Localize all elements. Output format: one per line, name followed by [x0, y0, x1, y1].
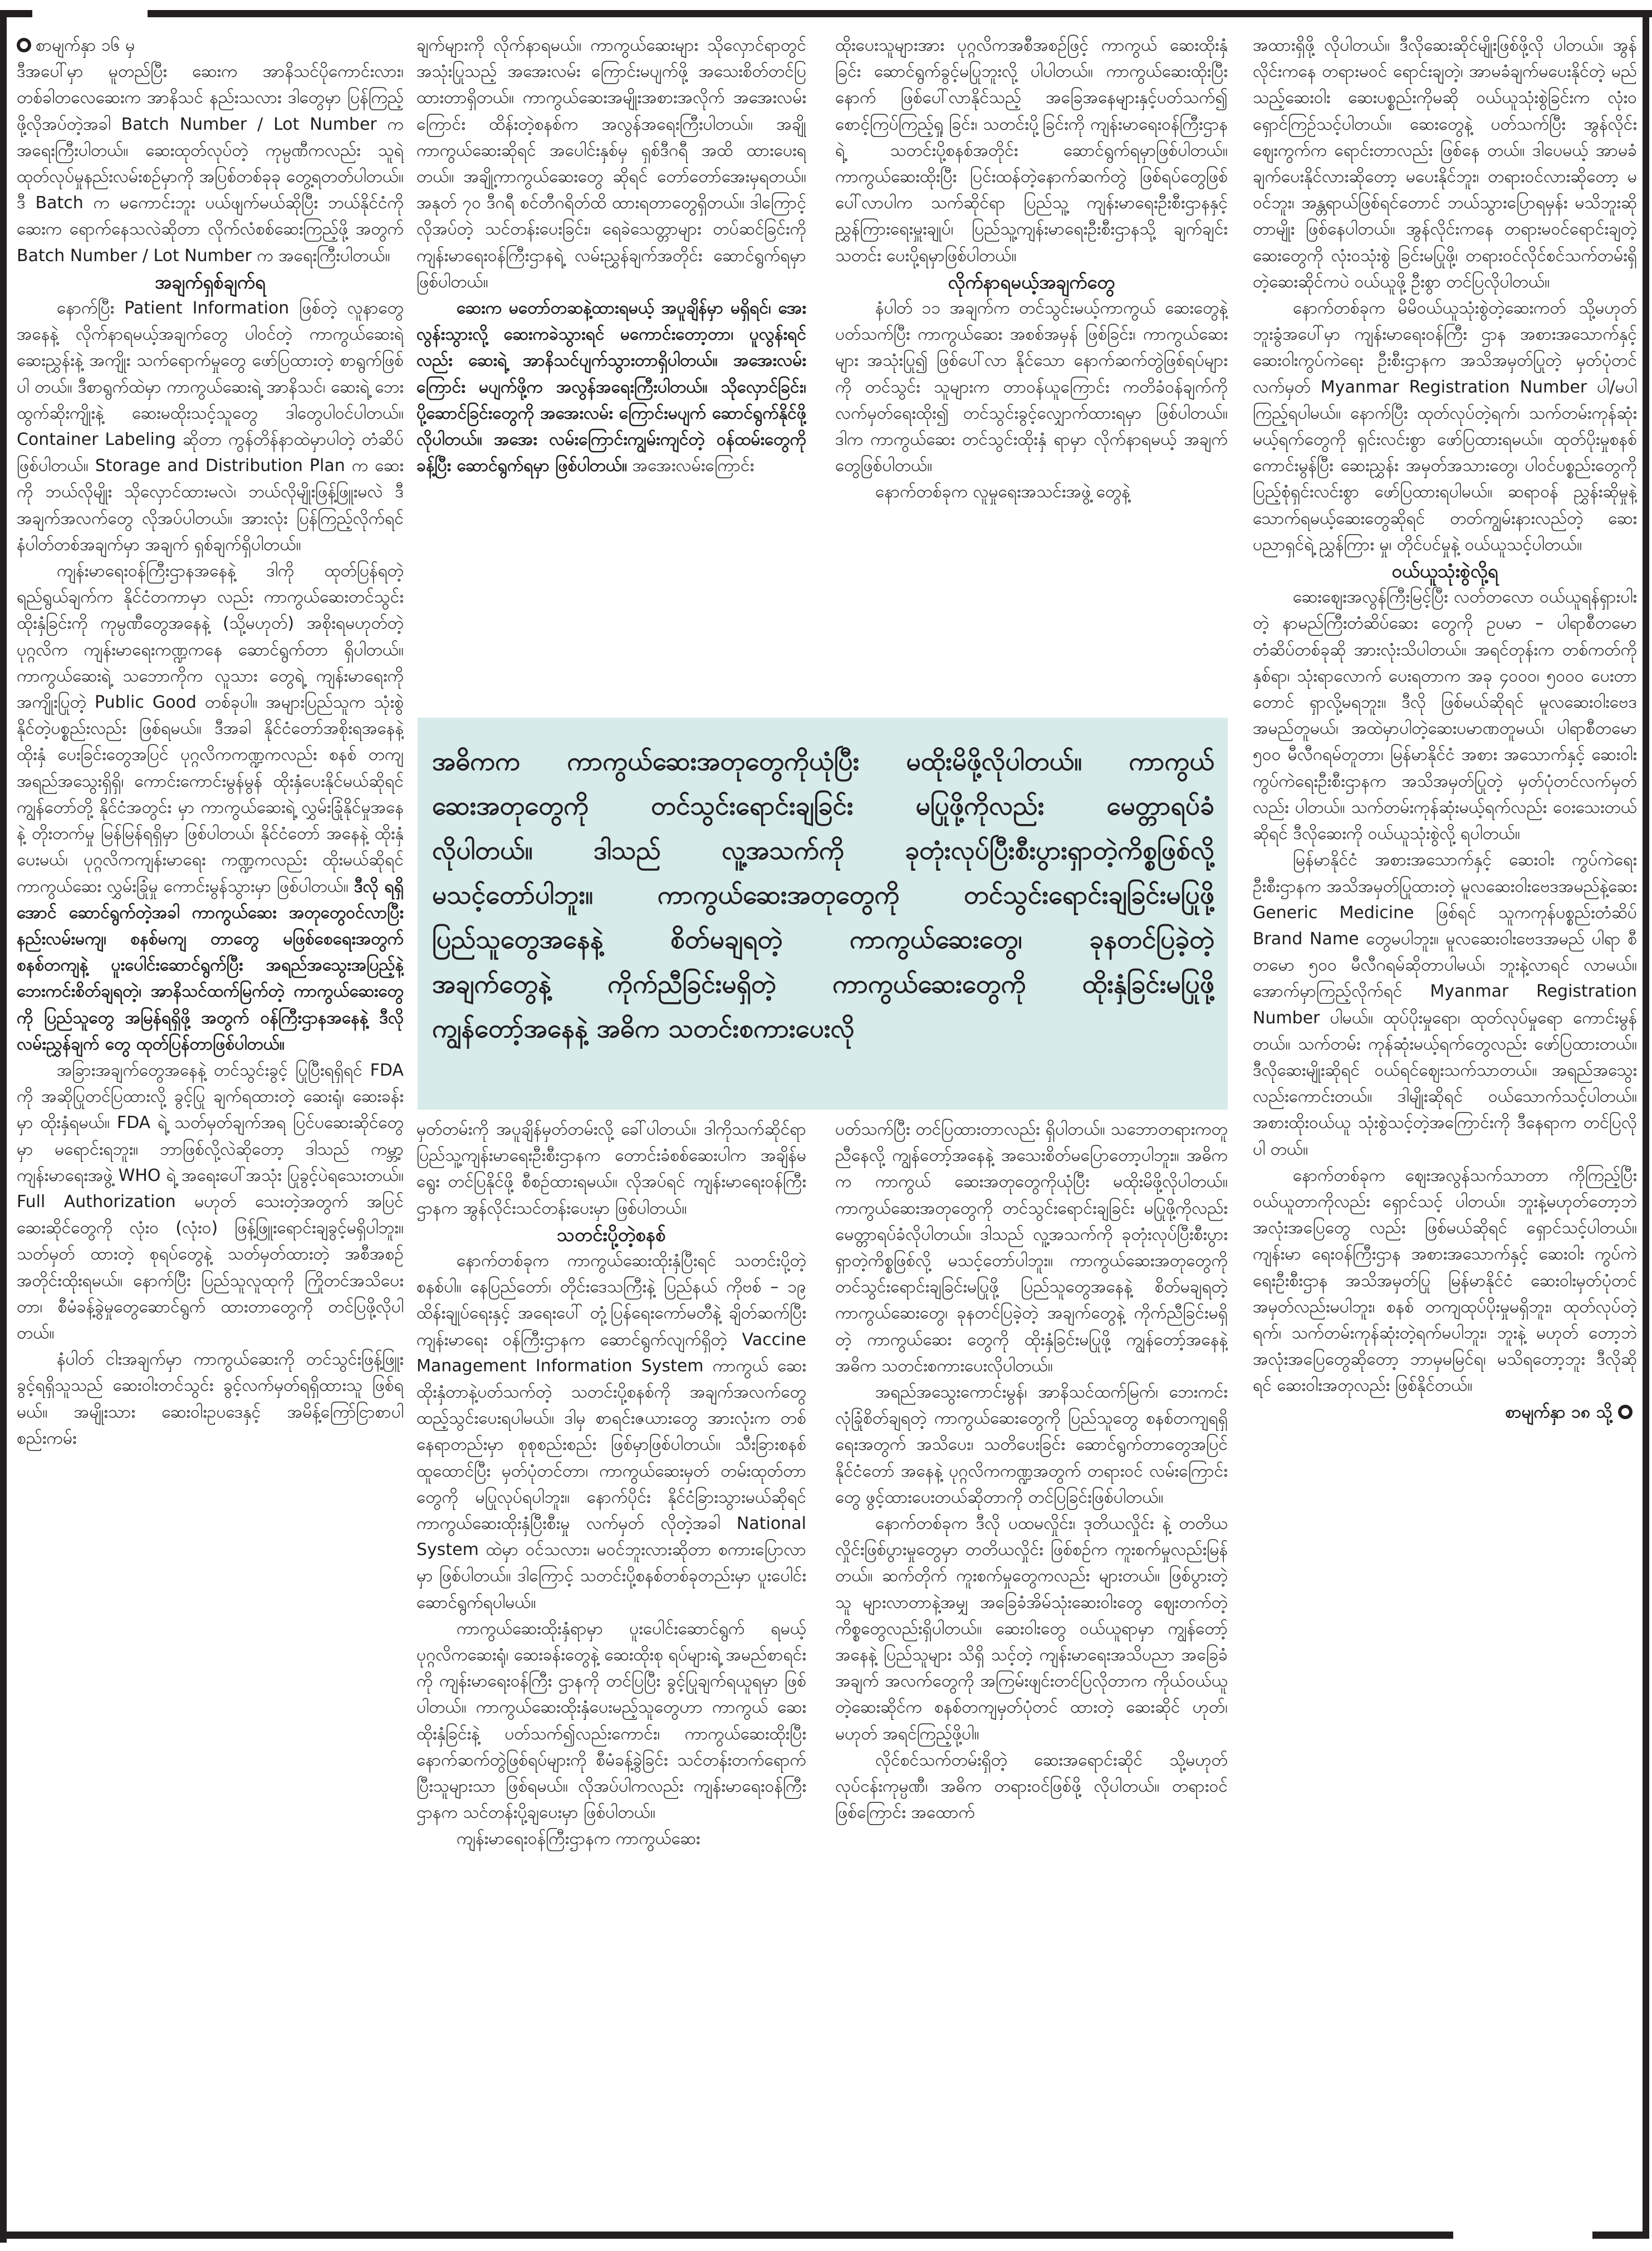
- frame-border-left: [0, 10, 7, 2243]
- paragraph: နံပါတ် ၁၁ အချက်က တင်သွင်းမယ့်ကာကွယ် ဆေးတွေနဲ့ပတ်သက်ပြီး ကာကွယ်ဆေး အစစ်အမှန် ဖြစ်ခြင်း၊ ကာကွယ်ဆေးများ အသုံးပြု၍ ဖြစ်ပေါ်လာ နိုင်သော နောက်ဆက်တွဲဖြစ်ရပ်များကို တင်သွင်း သူများက တာဝန်ယူကြောင်း ကတိခံဝန်ချက်ကို လက်မှတ်ရေးထိုး၍ တင်သွင်းခွင့်လျှောက်ထားရမှာ ဖြစ်ပါတယ်။ ဒါက ကာကွယ်ဆေး တင်သွင်းထိုးနှံ ရာမှာ လိုက်နာရမယ့် အချက်တွေဖြစ်ပါတယ်။: [835, 298, 1228, 476]
- section-heading: ဝယ်ယူသုံးစွဲလို့ရ: [1391, 560, 1498, 582]
- paragraph: အခြားအချက်တွေအနေနဲ့ တင်သွင်းခွင့် ပြုပြီးရရှိရင် FDA ကို အဆိုပြုတင်ပြထားလို့ ခွင့်ပြု ချက်ရထားတဲ့ ဆေးရုံ၊ ဆေးခန်းမှာ ထိုးနှံရမယ်။ FDA ရဲ့ သတ်မှတ်ချက်အရ ပြင်ပဆေးဆိုင်တွေမှာ မရောင်းရဘူး။ ဘာဖြစ်လို့လဲဆိုတော့ ဒါသည် ကမ္ဘာ့ကျန်းမာရေးအဖွဲ့ WHO ရဲ့ အရေးပေါ်အသုံး ပြုခွင့်ပဲရသေးတယ်။ Full Authorization မဟုတ် သေးတဲ့အတွက် အပြင်ဆေးဆိုင်တွေကို လုံးဝ (လုံးဝ) ဖြန့်ဖြူးရောင်းချခွင့်မရှိပါဘူး။ သတ်မှတ် ထားတဲ့ စုရပ်တွေနဲ့ သတ်မှတ်ထားတဲ့ အစီအစဉ် အတိုင်းထိုးရမယ်။ နောက်ပြီး ပြည်သူလူထုကို ကြိုတင်အသိပေးတာ၊ စီမံခန့်ခွဲမှုတွေဆောင်ရွက် ထားတာတွေကို တင်ပြဖို့လိုပါတယ်။: [17, 1060, 404, 1343]
- paragraph: မြန်မာနိုင်ငံ အစားအသောက်နှင့် ဆေးဝါး ကွပ်ကဲရေးဦးစီးဌာနက အသိအမှတ်ပြုထားတဲ့ မူလဆေးဝါးဗေဒအမည်နဲ့ဆေး Generic Medicine ဖြစ်ရင် သူကကုန်ပစ္စည်းတံဆိပ် Brand Name တွေမပါဘူး။ မူလဆေးဝါးဗေဒအမည် ပါရာ စီတမော ၅၀၀ မီလီဂရမ်ဆိုတာပါမယ်၊ ဘူးနဲ့လာရင် လာမယ်။ အောက်မှာကြည့်လိုက်ရင် Myanmar Registration Number ပါမယ်။ ထုပ်ပိုးမှုရော၊ ထုတ်လုပ်မှုရော ကောင်းမွန်တယ်။ သက်တမ်း ကုန်ဆုံးမယ့်ရက်တွေလည်း ဖော်ပြထားတယ်။ ဒီလိုဆေးမျိုးဆိုရင် ဝယ်ရင်ဈေးသက်သာတယ်။ အရည်အသွေးလည်းကောင်းတယ်။ ဒါမျိုးဆိုရင် ဝယ်သောက်သင့်ပါတယ်။ အစားထိုးဝယ်ယူ သုံးစွဲသင့်တဲ့အကြောင်းကို ဒီနေရာက တင်ပြလိုပါ တယ်။: [1253, 850, 1637, 1159]
- continued-from-line: [17, 32, 404, 58]
- pull-quote-line: လိုပါတယ်။ ဒါသည် လူ့အသက်ကို ခုတုံးလုပ်ပြီးစီးပွားရှာတဲ့ကိစ္စဖြစ်လို့: [432, 835, 1214, 865]
- paragraph: နောက်ပြီး Patient Information ဖြစ်တဲ့ လူနာတွေအနေနဲ့ လိုက်နာရမယ့်အချက်တွေ ပါဝင်တဲ့ ကာကွယ်ဆေးရဲ့ ဆေးညွှန်းနဲ့ အကျိုး သက်ရောက်မှုတွေ ဖော်ပြထားတဲ့ စာရွက်ဖြစ်ပါ တယ်။ ဒီစာရွက်ထဲမှာ ကာကွယ်ဆေးရဲ့ အာနိသင်၊ ဆေးရဲ့ ဘေးထွက်ဆိုးကျိုးနဲ့ ဆေးမထိုးသင့်သူတွေ ဒါတွေပါဝင်ပါတယ်။ Container Labeling ဆိုတာ ကွန်တိန်နာထဲမှာပါတဲ့ တံဆိပ်ဖြစ်ပါတယ်။ Storage and Distribution Plan က ဆေးကို ဘယ်လိုမျိုး သိုလှောင်ထားမလဲ၊ ဘယ်လိုမျိုးဖြန့်ဖြူးမလဲ ဒီအချက်အလက်တွေ လိုအပ်ပါတယ်။ အားလုံး ပြန်ကြည့်လိုက်ရင် နံပါတ်တစ်အချက်မှာ အချက် ရှစ်ချက်ရှိပါတယ်။: [17, 298, 404, 555]
- paragraph-bold-text: ဒီလို ရရှိအောင် ဆောင်ရွက်တဲ့အခါ ကာကွယ်ဆေး အတုတွေဝင်လာပြီး နည်းလမ်းမကျ၊ စနစ်မကျ တာတွေ မဖြစ်စေရေးအတွက် စနစ်တကျနဲ့ ပူးပေါင်းဆောင်ရွက်ပြီး အရည်အသွေးအပြည့်နဲ့ ဘေးကင်းစိတ်ချရတဲ့၊ အာနိသင်ထက်မြက်တဲ့ ကာကွယ်ဆေးတွေကို ပြည်သူတွေ အမြန်ရရှိဖို့ အတွက် ဝန်ကြီးဌာနအနေနဲ့ ဒီလိုလမ်းညွှန်ချက် တွေ ထုတ်ပြန်တာဖြစ်ပါတယ်။: [17, 876, 404, 1054]
- paragraph: [416, 295, 806, 479]
- paragraph: လိုင်စင်သက်တမ်းရှိတဲ့ ဆေးအရောင်းဆိုင် သို့မဟုတ် လုပ်ငန်းကုမ္ပဏီ၊ အဓိက တရားဝင်ဖြစ်ဖို့ လိုပါတယ်။ တရားဝင်ဖြစ်ကြောင်း အထောက်: [835, 1750, 1228, 1823]
- pull-quote-line: ကျွန်တော့်အနေနဲ့ အဓိက သတင်းစကားပေးလို: [432, 1013, 855, 1043]
- article-column-2-bottom: [416, 1116, 806, 2224]
- paragraph: ချက်များကို လိုက်နာရမယ်။ ကာကွယ်ဆေးများ သိုလှောင်ရာတွင် အသုံးပြုသည့် အအေးလမ်း ကြောင်းမပျက်ဖို့ အသေးစိတ်တင်ပြထားတာရှိတယ်။ ကာကွယ်ဆေးအမျိုးအစားအလိုက် အအေးလမ်း ကြောင်း ထိန်းတဲ့စနစ်က အလွန်အရေးကြီးပါတယ်။ အချို့ ကာကွယ်ဆေးဆိုရင် အပေါင်းနှစ်မှ ရှစ်ဒီဂရီ အထိ ထားပေးရတယ်။ အချို့ကာကွယ်ဆေးတွေ ဆိုရင် တော်တော်အေးမှရတယ်။ အနုတ် ၇၀ ဒီဂရီ စင်တီဂရိတ်ထိ ထားရတာတွေရှိတယ်။ ဒါကြောင့် လိုအပ်တဲ့ သင်တန်းပေးခြင်း၊ ရေခဲသေတ္တာများ တပ်ဆင်ခြင်းကို ကျန်းမာရေးဝန်ကြီးဌာနရဲ့ လမ်းညွှန်ချက်အတိုင်း ဆောင်ရွက်ရမှာဖြစ်ပါတယ်။: [416, 36, 806, 292]
- continued-from-label: စာမျက်နှာ ၁၆ မှ: [36, 36, 135, 55]
- frame-border-bottom: [0, 2232, 1453, 2239]
- frame-border-right: [1643, 10, 1649, 2234]
- paragraph: မှတ်တမ်းကို အပူချိန်မှတ်တမ်းလို့ ခေါ်ပါတယ်။ ဒါကိုသက်ဆိုင်ရာ ပြည်သူ့ကျန်းမာရေးဦးစီးဌာနက တောင်းခံစစ်ဆေးပါက အချိန်မရွေး တင်ပြနိုင်ဖို့ စီစဉ်ထားရမယ်။ လိုအပ်ရင် ကျန်းမာရေးဝန်ကြီး ဌာနက အွန်လိုင်းသင်တန်းပေးမှာ ဖြစ်ပါတယ်။: [416, 1120, 806, 1218]
- paragraph: [17, 558, 404, 1057]
- paragraph: အရည်အသွေးကောင်းမွန်၊ အာနိသင်ထက်မြက်၊ ဘေးကင်းလုံခြုံစိတ်ချရတဲ့ ကာကွယ်ဆေးတွေကို ပြည်သူတွေ စနစ်တကျရရှိရေးအတွက် အသိပေး၊ သတိပေးခြင်း ဆောင်ရွက်တာတွေအပြင် နိုင်ငံတော် အနေနဲ့ ပုဂ္ဂလိကကဏ္ဍအတွက် တရားဝင် လမ်းကြောင်းတွေ ဖွင့်ထားပေးတယ်ဆိုတာကို တင်ပြခြင်းဖြစ်ပါတယ်။: [835, 1382, 1228, 1507]
- pull-quote-line: အဓိကက ကာကွယ်ဆေးအတုတွေကိုယုံပြီး မထိုးမိဖို့လိုပါတယ်။ ကာကွယ်: [432, 746, 1214, 776]
- paragraph-text: ကျန်းမာရေးဝန်ကြီးဌာနအနေနဲ့ ဒါကို ထုတ်ပြန်ရတဲ့ရည်ရွယ်ချက်က နိုင်ငံတကာမှာ လည်း ကာကွယ်ဆေးတင်သွင်း ထိုးနှံခြင်းကို ကုမ္ပဏီတွေအနေနဲ့ (သို့မဟုတ်) အစိုးရမဟုတ်တဲ့ ပုဂ္ဂလိက ကျန်းမာရေးကဏ္ဍကနေ ဆောင်ရွက်တာ ရှိပါတယ်။ ကာကွယ်ဆေးရဲ့ သဘောကိုက လူသား တွေရဲ့ ကျန်းမာရေးကို အကျိုးပြုတဲ့ Public Good တစ်ခုပါ။ အများပြည်သူက သုံးစွဲနိုင်တဲ့ပစ္စည်းလည်း ဖြစ်ရမယ်။ ဒီအခါ နိုင်ငံတော်အစိုးရအနေနဲ့ ထိုးနှံ ပေးခြင်းတွေအပြင် ပုဂ္ဂလိကကဏ္ဍကလည်း စနစ် တကျ အရည်အသွေးရှိရှိ၊ ကောင်းကောင်းမွန်မွန် ထိုးနှံပေးနိုင်မယ်ဆိုရင် ကျွန်တော်တို့ နိုင်ငံအတွင်း မှာ ကာကွယ်ဆေးရဲ့ လွှမ်းခြုံနိုင်မှုအနေနဲ့ တိုးတက်မှု မြန်မြန်ရရှိမှာ ဖြစ်ပါတယ်၊ နိုင်ငံတော် အနေနဲ့ ထိုးနှံပေးမယ်၊ ပုဂ္ဂလိကကျန်းမာရေး ကဏ္ဍကလည်း ထိုးမယ်ဆိုရင် ကာကွယ်ဆေး လွှမ်းခြုံမှု ကောင်းမွန်သွားမှာ ဖြစ်ပါတယ်။: [17, 561, 404, 896]
- paragraph: ဒီအပေါ်မှာ မူတည်ပြီး ဆေးက အာနိသင်ပိုကောင်းလား၊ တစ်ခါတလေဆေးက အာနိသင် နည်းသလား ဒါတွေမှာ ပြန်ကြည့်ဖို့လိုအပ်တဲ့အခါ Batch Number / Lot Number က အရေးကြီးပါတယ်။ ဆေးထုတ်လုပ်တဲ့ ကုမ္ပဏီကလည်း သူရဲ့ ထုတ်လုပ်မှုနည်းလမ်းစဉ်မှာကို အပြစ်တစ်ခုခု တွေ့ရတတ်ပါတယ်။ ဒီ Batch က မကောင်းဘူး ပယ်ဖျက်မယ်ဆိုပြီး ဘယ်နိုင်ငံကို ဆေးက ရောက်နေသလဲဆိုတာ လိုက်လံစစ်ဆေးကြည့်ဖို့ အတွက် Batch Number / Lot Number က အရေးကြီးပါတယ်။: [17, 62, 404, 266]
- article-column-3-bottom: [835, 1116, 1228, 2224]
- paragraph-bold-text: ဆေးက မတော်တဆနဲ့ထားရမယ့် အပူချိန်မှာ မရှိရင်၊ အေးလွန်းသွားလို့ ဆေးကခဲသွားရင် မကောင်းတော့တာ၊ ပူလွန်းရင်လည်း ဆေးရဲ့ အာနိသင်ပျက်သွားတာရှိပါတယ်။ အအေးလမ်း ကြောင်း မပျက်ဖို့က အလွန်အရေးကြီးပါတယ်။ သိုလှောင်ခြင်း၊ ပို့ဆောင်ခြင်းတွေကို အအေးလမ်း ကြောင်းမပျက် ဆောင်ရွက်နိုင်ဖို့လိုပါတယ်။ အအေး လမ်းကြောင်းကျွမ်းကျင်တဲ့ ဝန်ထမ်းတွေကို ခန့်ပြီး ဆောင်ရွက်ရမှာ ဖြစ်ပါတယ်။: [416, 298, 806, 476]
- paragraph: နံပါတ် ငါးအချက်မှာ ကာကွယ်ဆေးကို တင်သွင်းဖြန့်ဖြူးခွင့်ရရှိသူသည် ဆေးဝါးတင်သွင်း ခွင့်လက်မှတ်ရရှိထားသူ ဖြစ်ရမယ်။ အမျိုးသား ဆေးဝါးဥပဒေနှင့် အမိန့်ကြော်ငြာစာပါ စည်းကမ်း: [17, 1350, 404, 1448]
- star-bullet-icon: [1618, 1405, 1633, 1419]
- pull-quote-line: အချက်တွေနဲ့ ကိုက်ညီခြင်းမရှိတဲ့ ကာကွယ်ဆေးတွေကို ထိုးနှံခြင်းမပြုဖို့: [432, 969, 1214, 999]
- pull-quote-box: [418, 718, 1228, 1110]
- paragraph: အထားရှိဖို့ လိုပါတယ်။ ဒီလိုဆေးဆိုင်မျိုးဖြစ်ဖို့လို ပါတယ်။ အွန်လိုင်းကနေ တရားမဝင် ရောင်းချတဲ့၊ အာမခံချက်မပေးနိုင်တဲ့ မည်သည့်ဆေးဝါး ဆေးပစ္စည်းကိုမဆို ဝယ်ယူသုံးစွဲခြင်းက လုံးဝ ရှောင်ကြဉ်သင့်ပါတယ်။ ဆေးတွေနဲ့ ပတ်သက်ပြီး အွန်လိုင်းဈေးကွက်က ရောင်းတာလည်း ဖြစ်နေ တယ်။ ဒါပေမယ့် အာမခံချက်ပေးနိုင်လားဆိုတော့ မပေးနိုင်ဘူး၊ တရားဝင်လားဆိုတော့ မဝင်ဘူး၊ အန္တရာယ်ဖြစ်ရင်တောင် ဘယ်သွားပြောရမှန်း မသိဘူးဆိုတာမျိုး ဖြစ်နေပါတယ်။ အွန်လိုင်းကနေ တရားမဝင်ရောင်းချတဲ့ ဆေးတွေကို လုံးဝသုံးစွဲ ခြင်းမပြုဖို့၊ တရားဝင်လိုင်စင်သက်တမ်းရှိ တဲ့ဆေးဆိုင်ကပဲ ဝယ်ယူဖို့ ဦးစွာ တင်ပြလိုပါတယ်။: [1253, 36, 1637, 292]
- article-column-2-top: [416, 32, 806, 712]
- paragraph: ဆေးဈေးအလွန်ကြီးမြင့်ပြီး လတ်တလော ဝယ်ယူရန်ရှားပါးတဲ့ နာမည်ကြီးတံဆိပ်ဆေး တွေကို ဥပမာ – ပါရာစီတမောတံဆိပ်တစ်ခုဆို အားလုံးသိပါတယ်။ အရင်တုန်းက တစ်ကတ်ကို နှစ်ရာ၊ သုံးရာလောက် ပေးရတာက အခု ၄၀၀၀၊ ၅၀၀၀ ပေးတာတောင် ရှာလို့မရဘူး။ ဒီလို ဖြစ်မယ်ဆိုရင် မူလဆေးဝါးဗေဒအမည်တူမယ်၊ အထဲမှာပါတဲ့ဆေးပမာဏတူမယ်၊ ပါရာစီတမော ၅၀၀ မီလီဂရမ်တူတာ၊ မြန်မာနိုင်ငံ အစား အသောက်နှင့် ဆေးဝါးကွပ်ကဲရေးဦးစီးဌာနက အသိအမှတ်ပြုတဲ့ မှတ်ပုံတင်လက်မှတ်လည်း ပါတယ်။ သက်တမ်းကုန်ဆုံးမယ့်ရက်လည်း ဝေးသေးတယ်ဆိုရင် ဒီလိုဆေးကို ဝယ်ယူသုံးစွဲလို့ ရပါတယ်။: [1253, 587, 1637, 844]
- frame-border-top: [148, 10, 1652, 17]
- star-bullet-icon: [17, 38, 31, 52]
- paragraph: ပတ်သက်ပြီး တင်ပြထားတာလည်း ရှိပါတယ်။ သဘောတရားကတူညီနေလို့ ကျွန်တော့်အနေနဲ့ အသေးစိတ်မပြောတော့ပါဘူး။ အဓိကက ကာကွယ် ဆေးအတုတွေကိုယုံပြီး မထိုးမိဖို့လိုပါတယ်။ ကာကွယ်ဆေးအတုတွေကို တင်သွင်းရောင်းချခြင်း မပြုဖို့ကိုလည်း မေတ္တာရပ်ခံလိုပါတယ်။ ဒါသည် လူ့အသက်ကို ခုတုံးလုပ်ပြီးစီးပွားရှာတဲ့ကိစ္စဖြစ်လို့ မသင့်တော်ပါဘူး။ ကာကွယ်ဆေးအတုတွေကို တင်သွင်းရောင်းချခြင်းမပြုဖို့ ပြည်သူတွေအနေနဲ့ စိတ်မချရတဲ့ ကာကွယ်ဆေးတွေ၊ ခုနတင်ပြခဲ့တဲ့ အချက်တွေနဲ့ ကိုက်ညီခြင်းမရှိတဲ့ ကာကွယ်ဆေး တွေကို ထိုးနှံခြင်းမပြုဖို့ ကျွန်တော့်အနေနဲ့ အဓိက သတင်းစကားပေးလိုပါတယ်။: [835, 1120, 1228, 1376]
- paragraph: နောက်တစ်ခုက ကာကွယ်ဆေးထိုးနှံပြီးရင် သတင်းပို့တဲ့ စနစ်ပါ။ နေပြည်တော်၊ တိုင်းဒေသကြီးနဲ့ ပြည်နယ် ကိုဗစ် – ၁၉ ထိန်းချုပ်ရေးနှင့် အရေးပေါ် တုံ့ပြန်ရေးကော်မတီနဲ့ ချိတ်ဆက်ပြီး ကျန်းမာရေး ဝန်ကြီးဌာနက ဆောင်ရွက်လျက်ရှိတဲ့ Vaccine Management Information System ကာကွယ် ဆေးထိုးနှံတာနဲ့ပတ်သက်တဲ့ သတင်းပို့စနစ်ကို အချက်အလက်တွေ ထည့်သွင်းပေးရပါမယ်။ ဒါမှ စာရင်းဇယားတွေ အားလုံးက တစ်နေရာတည်းမှာ စုစုစည်းစည်း ဖြစ်မှာဖြစ်ပါတယ်။ သီးခြားစနစ် ထူထောင်ပြီး မှတ်ပုံတင်တာ၊ ကာကွယ်ဆေးမှတ် တမ်းထုတ်တာတွေကို မပြုလုပ်ရပါဘူး။ နောက်ပိုင်း နိုင်ငံခြားသွားမယ်ဆိုရင် ကာကွယ်ဆေးထိုးနှံပြီးစီးမှု လက်မှတ် လိုတဲ့အခါ National System ထဲမှာ ဝင်သလား၊ မဝင်ဘူးလားဆိုတာ စကားပြောလာမှာ ဖြစ်ပါတယ်။ ဒါကြောင့် သတင်းပို့စနစ်တစ်ခုတည်းမှာ ပူးပေါင်းဆောင်ရွက်ရပါမယ်။: [416, 1251, 806, 1612]
- paragraph: နောက်တစ်ခုက ဒီလို ပထမလှိုင်း၊ ဒုတိယလှိုင်း နဲ့ တတိယလှိုင်းဖြစ်ပွားမှုတွေမှာ တတိယလှိုင်း ဖြစ်စဉ်က ကူးစက်မှုလည်းမြန်တယ်။ ဆက်တိုက် ကူးစက်မှုတွေကလည်း များတယ်။ ဖြစ်ပွားတဲ့သူ များလာတာနဲ့အမျှ အခြေခံအိမ်သုံးဆေးဝါးတွေ ဈေးတက်တဲ့ ကိစ္စတွေလည်းရှိပါတယ်။ ဆေးဝါးတွေ ဝယ်ယူရာမှာ ကျွန်တော့်အနေနဲ့ ပြည်သူများ သိရှိ သင့်တဲ့ ကျန်းမာရေးအသိပညာ အခြေခံအချက် အလက်တွေကို အကြမ်းဖျင်းတင်ပြလိုတာက ကိုယ်ဝယ်ယူတဲ့ဆေးဆိုင်က စနစ်တကျမှတ်ပုံတင် ထားတဲ့ ဆေးဆိုင် ဟုတ်၊ မဟုတ် အရင်ကြည့်ဖို့ပါ။: [835, 1514, 1228, 1744]
- article-column-4: [1253, 32, 1637, 2223]
- frame-border-bottom-right: [1592, 2232, 1649, 2239]
- paragraph: ကာကွယ်ဆေးထိုးနှံရာမှာ ပူးပေါင်းဆောင်ရွက် ရမယ့် ပုဂ္ဂလိကဆေးရုံ၊ ဆေးခန်းတွေနဲ့ ဆေးထိုးစု ရပ်များရဲ့ အမည်စာရင်းကို ကျန်းမာရေးဝန်ကြီး ဌာနကို တင်ပြပြီး ခွင့်ပြုချက်ရယူရမှာ ဖြစ်ပါတယ်။ ကာကွယ်ဆေးထိုးနှံပေးမည့်သူတွေဟာ ကာကွယ် ဆေးထိုးနှံခြင်းနဲ့ ပတ်သက်၍လည်းကောင်း၊ ကာကွယ်ဆေးထိုးပြီး နောက်ဆက်တွဲဖြစ်ရပ်များကို စီမံခန့်ခွဲခြင်း သင်တန်းတက်ရောက်ပြီးသူများသာ ဖြစ်ရမယ်။ လိုအပ်ပါကလည်း ကျန်းမာရေးဝန်ကြီး ဌာနက သင်တန်းပို့ချပေးမှာ ဖြစ်ပါတယ်။: [416, 1619, 806, 1823]
- pull-quote-line: မသင့်တော်ပါဘူး။ ကာကွယ်ဆေးအတုတွေကို တင်သွင်းရောင်းချခြင်းမပြုဖို့: [432, 880, 1214, 910]
- article-column-1: [17, 32, 404, 2223]
- article-column-3-top: [835, 32, 1228, 712]
- paragraph: ထိုးပေးသူများအား ပုဂ္ဂလိကအစီအစဉ်ဖြင့် ကာကွယ် ဆေးထိုးနှံခြင်း ဆောင်ရွက်ခွင့်မပြုဘူးလို့ ပါပါတယ်။ ကာကွယ်ဆေးထိုးပြီးနောက် ဖြစ်ပေါ်လာနိုင်သည့် အခြေအနေများနှင့်ပတ်သက်၍ စောင့်ကြပ်ကြည့်ရှု ခြင်း၊ သတင်းပို့ခြင်းကို ကျန်းမာရေးဝန်ကြီးဌာနရဲ့ သတင်းပို့စနစ်အတိုင်း ဆောင်ရွက်ရမှာဖြစ်ပါတယ်။ ကာကွယ်ဆေးထိုးပြီး ပြင်းထန်တဲ့နောက်ဆက်တွဲ ဖြစ်ရပ်တွေဖြစ်ပေါ်လာပါက သက်ဆိုင်ရာ ပြည်သူ့ ကျန်းမာရေးဦးစီးဌာနနှင့် ညွှန်ကြားရေးမှူးချုပ်၊ ပြည်သူ့ကျန်းမာရေးဦးစီးဌာနသို့ ချက်ချင်းသတင်း ပေးပို့ရမှာဖြစ်ပါတယ်။: [835, 36, 1228, 266]
- continued-to-line: [1253, 1399, 1637, 1425]
- section-heading: သတင်းပို့တဲ့စနစ်: [557, 1223, 666, 1245]
- paragraph-text: အအေးလမ်းကြောင်း: [632, 456, 754, 476]
- paragraph: နောက်တစ်ခုက လူမှုရေးအသင်းအဖွဲ့ တွေနဲ့: [875, 482, 1130, 502]
- section-heading: အချက်ရှစ်ချက်ရ: [155, 271, 266, 293]
- section-heading: လိုက်နာရမယ့်အချက်တွေ: [948, 271, 1115, 293]
- paragraph: နောက်တစ်ခုက မိမိဝယ်ယူသုံးစွဲတဲ့ဆေးကတ် သို့မဟုတ် ဘူးခွံအပေါ်မှာ ကျန်းမာရေးဝန်ကြီး ဌာန အစားအသောက်နှင့် ဆေးဝါးကွပ်ကဲရေး ဦးစီးဌာနက အသိအမှတ်ပြုတဲ့ မှတ်ပုံတင်လက်မှတ် Myanmar Registration Number ပါ/မပါ ကြည့်ရပါမယ်။ နောက်ပြီး ထုတ်လုပ်တဲ့ရက်၊ သက်တမ်းကုန်ဆုံးမယ့်ရက်တွေကို ရှင်းလင်းစွာ ဖော်ပြထားရမယ်။ ထုတ်ပိုးမှုစနစ် ကောင်းမွန်ပြီး ဆေးညွှန်း အမှတ်အသားတွေ၊ ပါဝင်ပစ္စည်းတွေကို ပြည့်စုံရှင်းလင်းစွာ ဖော်ပြထားရပါမယ်။ ဆရာဝန် ညွှန်းဆိုမှုနဲ့ သောက်ရမယ့်ဆေးတွေဆိုရင် တတ်ကျွမ်းနားလည်တဲ့ ဆေးပညာရှင်ရဲ့ ညွှန်ကြား မှု၊ တိုင်ပင်မှုနဲ့ ဝယ်ယူသင့်ပါတယ်။: [1253, 298, 1637, 555]
- pull-quote-line: ပြည်သူတွေအနေနဲ့ စိတ်မချရတဲ့ ကာကွယ်ဆေးတွေ၊ ခုနတင်ပြခဲ့တဲ့: [432, 924, 1214, 954]
- paragraph: ကျန်းမာရေးဝန်ကြီးဌာနက ကာကွယ်ဆေး: [457, 1829, 700, 1849]
- paragraph: နောက်တစ်ခုက ဈေးအလွန်သက်သာတာ ကိုကြည့်ပြီး ဝယ်ယူတာကိုလည်း ရှောင်သင့် ပါတယ်။ ဘူးနဲ့မဟုတ်တော့ဘဲ အလုံးအပြေတွေ လည်း ဖြစ်မယ်ဆိုရင် ရှောင်သင့်ပါတယ်။ ကျန်းမာ ရေးဝန်ကြီးဌာန အစားအသောက်နှင့် ဆေးဝါး ကွပ်ကဲရေးဦးစီးဌာန အသိအမှတ်ပြု မြန်မာနိုင်ငံ ဆေးဝါးမှတ်ပုံတင်အမှတ်လည်းမပါဘူး၊ စနစ် တကျထုပ်ပိုးမှုမရှိဘူး၊ ထုတ်လုပ်တဲ့ရက်၊ သက်တမ်းကုန်ဆုံးတဲ့ရက်မပါဘူး၊ ဘူးနဲ့ မဟုတ် တော့ဘဲ အလုံးအပြေတွေဆိုတော့ ဘာမှမမြင်ရ၊ မသိရတော့ဘူး ဒီလိုဆိုရင် ဆေးဝါးအတုလည်း ဖြစ်နိုင်တယ်။: [1253, 1165, 1637, 1396]
- continued-to-label: စာမျက်နှာ ၁၈ သို့: [1505, 1402, 1612, 1422]
- pull-quote-line: ဆေးအတုတွေကို တင်သွင်းရောင်းချခြင်း မပြုဖို့ကိုလည်း မေတ္တာရပ်ခံ: [432, 791, 1214, 821]
